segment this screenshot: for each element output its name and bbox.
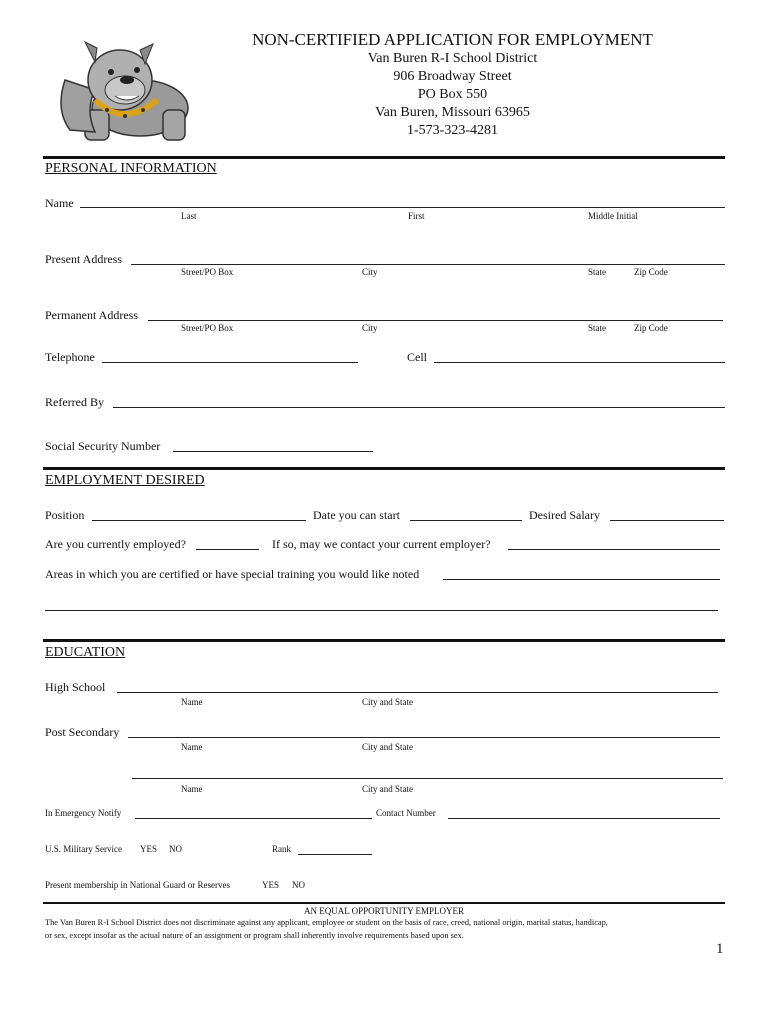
present-address-field[interactable] bbox=[131, 264, 725, 265]
emergency-field[interactable] bbox=[135, 818, 372, 819]
areas-label: Areas in which you are certified or have special training you would like noted bbox=[45, 567, 420, 581]
section-divider bbox=[43, 639, 725, 642]
district-pobox: PO Box 550 bbox=[417, 87, 488, 102]
nondiscrimination-line-2: or sex, except insofar as the actual nature of an assignment or program shall inherently involve requirements based upon sex. bbox=[45, 931, 464, 940]
referred-by-label: Referred By bbox=[45, 395, 104, 409]
education-heading: EDUCATION bbox=[45, 645, 126, 660]
personal-info-heading: PERSONAL INFORMATION bbox=[45, 161, 217, 176]
telephone-label: Telephone bbox=[45, 350, 95, 364]
areas-field-extra[interactable] bbox=[45, 610, 718, 611]
post-secondary-label: Post Secondary bbox=[45, 725, 120, 739]
post-secondary-field-2[interactable] bbox=[132, 778, 723, 779]
post-secondary-sub-city: City and State bbox=[362, 742, 413, 752]
present-sub-city: City bbox=[362, 267, 378, 277]
ssn-label: Social Security Number bbox=[45, 439, 161, 453]
ssn-field[interactable] bbox=[173, 451, 373, 452]
permanent-sub-zip: Zip Code bbox=[634, 323, 668, 333]
rank-field[interactable] bbox=[298, 854, 372, 855]
section-divider bbox=[43, 467, 725, 470]
start-date-label: Date you can start bbox=[313, 508, 400, 522]
cell-label: Cell bbox=[407, 350, 427, 364]
desired-salary-field[interactable] bbox=[610, 520, 724, 521]
form-title: NON-CERTIFIED APPLICATION FOR EMPLOYMENT bbox=[252, 30, 653, 49]
bulldog-logo bbox=[45, 40, 205, 145]
cell-field[interactable] bbox=[434, 362, 725, 363]
footer-divider bbox=[43, 902, 725, 904]
present-address-label: Present Address bbox=[45, 252, 122, 266]
permanent-sub-street: Street/PO Box bbox=[181, 323, 234, 333]
contact-number-field[interactable] bbox=[448, 818, 720, 819]
permanent-sub-city: City bbox=[362, 323, 378, 333]
areas-field[interactable] bbox=[443, 579, 720, 580]
present-sub-street: Street/PO Box bbox=[181, 267, 234, 277]
contact-employer-label: If so, may we contact your current employer? bbox=[272, 537, 491, 551]
guard-label: Present membership in National Guard or Reserves bbox=[45, 880, 230, 890]
referred-by-field[interactable] bbox=[113, 407, 725, 408]
rank-label: Rank bbox=[272, 844, 291, 854]
name-sub-first: First bbox=[408, 211, 425, 221]
position-field[interactable] bbox=[92, 520, 306, 521]
permanent-address-label: Permanent Address bbox=[45, 308, 138, 322]
guard-yes[interactable]: YES bbox=[262, 880, 280, 890]
high-school-field[interactable] bbox=[117, 692, 718, 693]
page-number: 1 bbox=[716, 941, 724, 957]
name-label: Name bbox=[45, 196, 74, 210]
district-phone: 1-573-323-4281 bbox=[407, 123, 498, 138]
guard-no[interactable]: NO bbox=[292, 880, 305, 890]
high-school-label: High School bbox=[45, 680, 106, 694]
name-sub-last: Last bbox=[181, 211, 197, 221]
post-secondary-sub-name: Name bbox=[181, 742, 203, 752]
post-secondary-2-sub-name: Name bbox=[181, 784, 203, 794]
present-sub-zip: Zip Code bbox=[634, 267, 668, 277]
contact-number-label: Contact Number bbox=[376, 808, 436, 818]
eoe-statement: AN EQUAL OPPORTUNITY EMPLOYER bbox=[303, 906, 465, 916]
district-name: Van Buren R-I School District bbox=[367, 51, 538, 66]
nondiscrimination-line-1: The Van Buren R-I School District does not discriminate against any applicant, employee or student on the basis of race, creed, national origin, marital status, handicap, bbox=[45, 918, 608, 927]
contact-employer-field[interactable] bbox=[508, 549, 720, 550]
emergency-label: In Emergency Notify bbox=[45, 808, 122, 818]
high-school-sub-name: Name bbox=[181, 697, 203, 707]
post-secondary-2-sub-city: City and State bbox=[362, 784, 413, 794]
currently-employed-label: Are you currently employed? bbox=[45, 537, 186, 551]
post-secondary-field[interactable] bbox=[128, 737, 720, 738]
high-school-sub-city: City and State bbox=[362, 697, 413, 707]
desired-salary-label: Desired Salary bbox=[529, 508, 600, 522]
military-no[interactable]: NO bbox=[169, 844, 182, 854]
section-divider bbox=[43, 156, 725, 159]
name-sub-middle: Middle Initial bbox=[588, 211, 638, 221]
permanent-address-field[interactable] bbox=[148, 320, 723, 321]
present-sub-state: State bbox=[588, 267, 606, 277]
name-field[interactable] bbox=[80, 207, 725, 208]
district-city: Van Buren, Missouri 63965 bbox=[375, 105, 530, 120]
permanent-sub-state: State bbox=[588, 323, 606, 333]
military-yes[interactable]: YES bbox=[140, 844, 158, 854]
currently-employed-field[interactable] bbox=[196, 549, 259, 550]
district-street: 906 Broadway Street bbox=[393, 69, 512, 84]
military-label: U.S. Military Service bbox=[45, 844, 122, 854]
telephone-field[interactable] bbox=[102, 362, 358, 363]
position-label: Position bbox=[45, 508, 85, 522]
start-date-field[interactable] bbox=[410, 520, 522, 521]
employment-heading: EMPLOYMENT DESIRED bbox=[45, 473, 205, 488]
